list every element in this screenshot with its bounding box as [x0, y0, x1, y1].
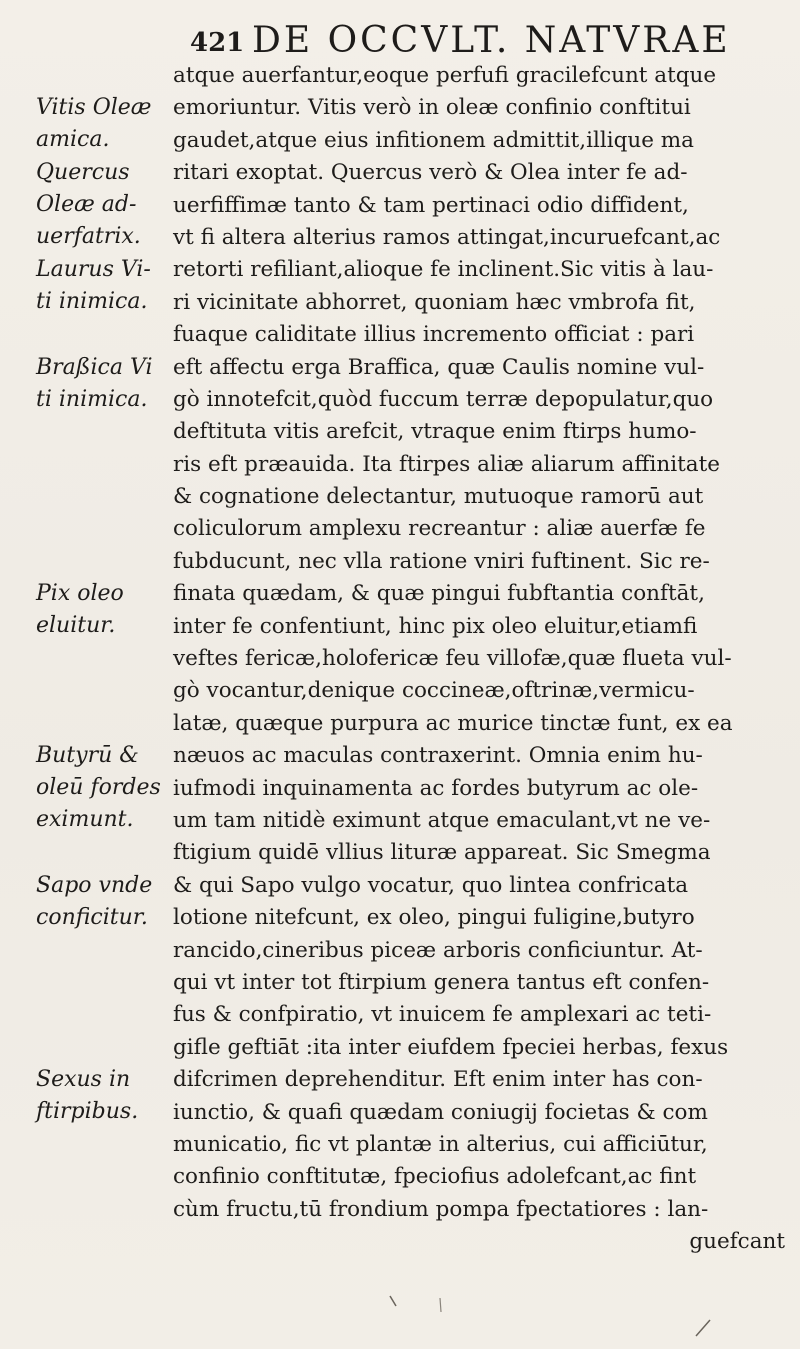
margin-note-line: Oleæ ad- — [36, 192, 137, 218]
text-line: municatio, fic vt plantæ in alterius, cui afficiūtur, — [173, 1131, 708, 1157]
stray-mark — [696, 1320, 710, 1336]
text-line: ftigium quidē vllius lituræ appareat. Sic Smegma — [173, 840, 711, 866]
text-line: emoriuntur. Vitis verò in oleæ confinio conftitui — [173, 95, 691, 121]
text-line: gifle geftiāt :ita inter eiufdem fpeciei herbas, fexus — [173, 1034, 729, 1060]
text-line: fuaque caliditate illius incremento officiat : pari — [173, 322, 695, 348]
text-line: atque auerfantur,eoque perfufi gracilefcunt atque — [173, 63, 717, 88]
body-text — [173, 60, 791, 1258]
text-line: ritari exoptat. Quercus verò & Olea inter fe ad- — [173, 160, 688, 186]
text-line: confinio conftitutæ, fpeciofius adolefcant,ac fint — [173, 1164, 697, 1190]
text-line: difcrimen deprehenditur. Eft enim inter has con- — [173, 1067, 703, 1093]
text-line: qui vt inter tot ftirpium genera tantus eft confen- — [173, 969, 710, 995]
margin-note-line: Sapo vnde — [36, 873, 153, 898]
text-line: inter fe confentiunt, hinc pix oleo eluitur,etiamfi — [173, 613, 698, 639]
text-line: fubducunt, nec vlla ratione vniri fuftinent. Sic re- — [173, 548, 710, 574]
text-line: guefcant — [689, 1229, 785, 1255]
running-title: DE OCCVLT. NATVRAE — [252, 20, 731, 61]
stray-mark — [440, 1298, 441, 1312]
text-line: ri vicinitate abhorret, quoniam hæc vmbrofa fit, — [173, 289, 696, 315]
text-line: gaudet,atque eius infitionem admittit,illique ma — [173, 127, 694, 153]
text-line: gò innotefcit,quòd fuccum terræ depopulatur,quo — [173, 386, 714, 412]
margin-note — [36, 1064, 186, 1128]
text-line: cùm fructu,tū frondium pompa fpectatiores : lan- — [173, 1196, 709, 1222]
text-line: finata quædam, & quæ pingui fubftantia conftāt, — [173, 581, 705, 607]
margin-note-line: Butyrū & — [36, 743, 139, 769]
margin-note — [36, 870, 186, 934]
margin-note-line: Vitis Oleæ — [36, 95, 152, 121]
text-line: lotione nitefcunt, ex oleo, pingui fuligine,butyro — [173, 905, 695, 931]
margin-note-line: amica. — [36, 127, 110, 153]
text-line: um tam nitidè eximunt atque emaculant,vt ne ve- — [173, 807, 711, 833]
margin-note — [36, 740, 186, 836]
text-line: gò vocantur,denique coccineæ,oftrinæ,vermicu- — [173, 678, 695, 704]
stray-mark — [390, 1296, 396, 1306]
margin-note-line: ti inimica. — [36, 289, 148, 315]
text-line: & cognatione delectantur, mutuoque ramorū aut — [173, 484, 704, 510]
text-line: vt fi altera alterius ramos attingat,incuruefcant,ac — [173, 224, 721, 250]
margin-note — [36, 92, 186, 156]
margin-note-line: oleū fordes — [36, 775, 161, 801]
page-number: 421 — [190, 28, 245, 58]
text-line: iunctio, & quafi quædam coniugij focietas & com — [173, 1099, 708, 1125]
margin-note-line: Quercus — [36, 160, 130, 186]
margin-note-line: uerfatrix. — [36, 224, 141, 250]
margin-note-line: Pix oleo — [36, 581, 124, 607]
text-line: ris eft præauida. Ita ftirpes aliæ aliarum affinitate — [173, 451, 720, 477]
text-line: iufmodi inquinamenta ac fordes butyrum ac ole- — [173, 775, 699, 801]
text-line: veftes fericæ,holofericæ feu villofæ,quæ flueta vul- — [173, 646, 732, 672]
text-line: deftituta vitis arefcit, vtraque enim ftirps humo- — [173, 419, 697, 445]
margin-note — [36, 254, 186, 318]
margin-note-line: eluitur. — [36, 613, 116, 639]
margin-note-line: Braßica Vi — [36, 354, 153, 380]
text-line: coliculorum amplexu recreantur : aliæ auerfæ fe — [173, 516, 706, 542]
margin-note-line: Sexus in — [36, 1067, 131, 1093]
text-line: uerfiffimæ tanto & tam pertinaci odio diffident, — [173, 192, 689, 218]
text-line: latæ, quæque purpura ac murice tinctæ funt, ex ea — [173, 710, 733, 736]
margin-note — [36, 157, 186, 253]
text-line: fus & confpiratio, vt inuicem fe amplexari ac teti- — [173, 1002, 712, 1028]
margin-note-line: ti inimica. — [36, 386, 148, 412]
page-marks — [380, 1290, 740, 1340]
margin-note-line: conficitur. — [36, 905, 148, 930]
text-line: rancido,cineribus piceæ arboris conficiuntur. At- — [173, 937, 703, 963]
margin-notes — [0, 0, 180, 1349]
text-line: & qui Sapo vulgo vocatur, quo lintea confricata — [173, 872, 689, 898]
margin-note-line: Laurus Vi- — [36, 257, 151, 283]
margin-note-line: eximunt. — [36, 807, 134, 833]
margin-note — [36, 352, 186, 416]
text-line: næuos ac maculas contraxerint. Omnia enim hu- — [173, 743, 703, 769]
margin-note-line: ftirpibus. — [36, 1099, 139, 1125]
margin-note — [36, 578, 186, 642]
text-line: eft affectu erga Braffica, quæ Caulis nomine vul- — [173, 354, 705, 380]
text-line: retorti refiliant,alioque fe inclinent.Sic vitis à lau- — [173, 257, 714, 283]
